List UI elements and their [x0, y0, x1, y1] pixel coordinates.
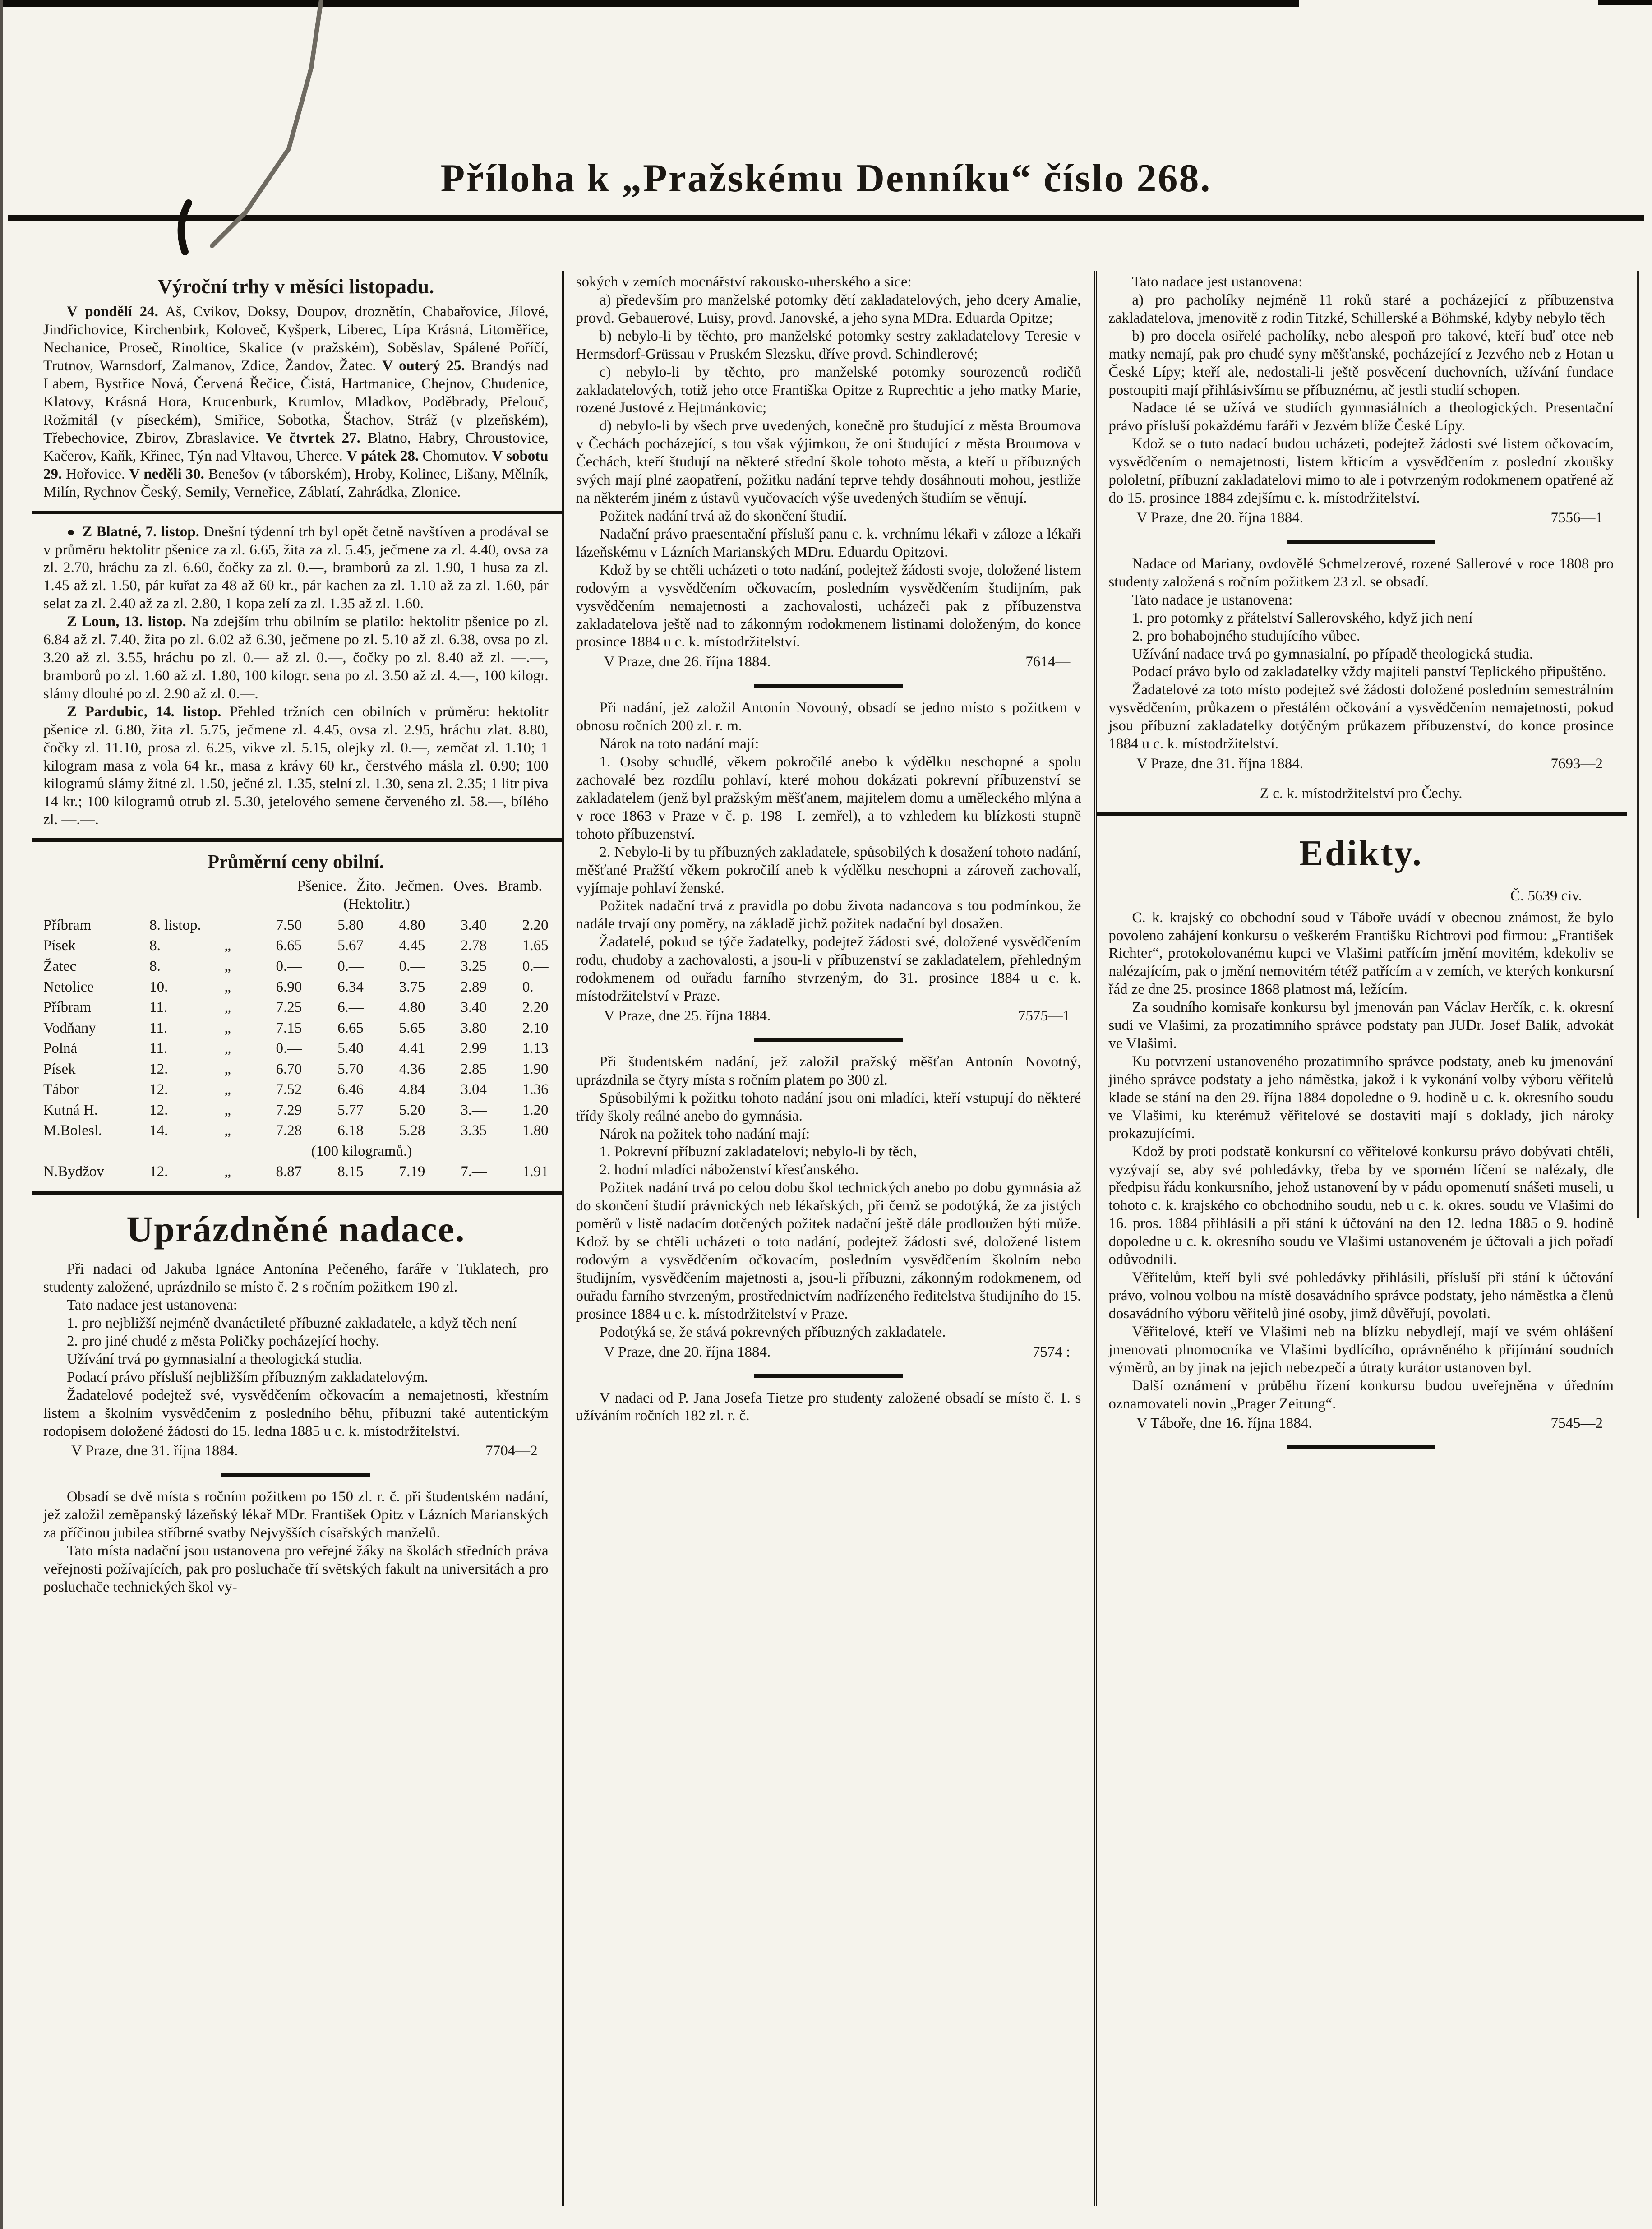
table-cell: 3.25 — [461, 958, 487, 974]
section-divider — [754, 1374, 903, 1378]
table-cell: 2.10 — [522, 1020, 549, 1036]
paragraph: Žadatelové za toto místo podejtež své žádosti doložené posledním semestrálním vysvědčením, průkazem o přestálém očkování a vysvědčením nemajetnosti, pokud jsou příbuzní zakladatelky dotýčným průkazem příbuzenství, do konce prosince 1884 u c. k. místodržitelství. — [1108, 682, 1614, 752]
table-cell: 8.87 — [276, 1163, 302, 1180]
table-cell: 5.80 — [337, 917, 364, 933]
table-cell: 8. — [149, 937, 161, 954]
table-cell: Netolice — [43, 978, 94, 995]
paragraph: Ku potvrzení ustanoveného prozatimního správce podstaty, aneb ku jmenování jiného správce podstaty a jeho náměstka, jakož i k vykonání volby výboru věřitelů klade se stání na den 29. října 1884 dopoledne o 9. hodině u c. k. okresního soudu ve Vlašimi, ku kterémuž věřitelové se dostaviti mají s doklady, jich nároky prokazujícími. — [1108, 1053, 1614, 1142]
signoff-place: V Praze, dne 31. října 1884. — [1136, 756, 1303, 772]
table-cell: 8. — [149, 958, 161, 974]
table-cell: 1.65 — [522, 937, 549, 954]
masthead-rule — [8, 215, 1644, 221]
signoff — [576, 651, 1081, 672]
scan-edge-top-bar — [0, 0, 1299, 7]
table-cell: „ — [224, 1102, 231, 1118]
section-divider — [221, 1473, 370, 1477]
table-cell: 12. — [149, 1081, 168, 1098]
paragraph: Podací právo přísluší nejbližším příbuzným zakladatelovým. — [67, 1369, 428, 1385]
paragraph: Žadatelové podejtež své, vysvědčením očkovacím a nemajetnosti, křestním listem a školním vysvědčením z posledního běhu, příbuzní také autentickým rodopisem doložené žádosti do 15. ledna 1885 u c. k. místodržitelství. — [43, 1387, 549, 1440]
report-pardubice: Z Pardubic, 14. listop. Přehled tržních cen obilních v průměru: hektolitr pšenice zl. 6.80, žita zl. 5.75, ječmene zl. 4.45, ovsa zl. 2.95, hráchu zlat. 8.80, čočky zl. 11.10, prosa zl. 6.25, vikve zl. 5.15, olejky zl. 0.—, zemčat zl. 1.10; 1 kilogram masa z vola 64 kr., masa z krávy 60 kr., čerstvého másla zl. 0.90; 100 kilogramů slámy žitné zl. 1.50, ječné zl. 1.35, stelní zl. 1.30, sena zl. 2.35; 1 litr piva 14 kr.; 100 kilogramů otrub zl. 5.30, jetelového semene červeného zl. 58.—, bílého zl. —.—. — [43, 703, 549, 828]
table-cell: „ — [224, 1040, 231, 1057]
table-cell: 5.20 — [399, 1102, 425, 1118]
table-cell: 6.70 — [276, 1061, 302, 1077]
signoff-place: V Praze, dne 31. října 1884. — [71, 1443, 238, 1459]
edikty-section-heading: Edikty. — [1299, 833, 1423, 873]
table-cell: 7.28 — [276, 1122, 302, 1139]
paragraph: Při nadání, jež založil Antonín Novotný, obsadí se jedno místo s požitkem v obnosu ročních 200 zl. r. m. — [576, 700, 1081, 734]
table-cell: 0.— — [276, 1040, 302, 1057]
markets-paragraph: V pondělí 24. Aš, Cvikov, Doksy, Doupov, droznětín, Chabařovice, Jílové, Jindřichovice, Kirchenbirk, Koloveč, Kyšperk, Liberec, Lípa Krásná, Litoměřice, Nechanice, Proseč, Rinoltice, Skalice (v pražském), Soběslav, Spálené Poříčí, Trutnov, Warnsdorf, Zalmanov, Zdice, Žandov, Žatec. V outerý 25. Brandýs nad Labem, Bystřice Nová, Červená Řečice, Čistá, Hartmanice, Chejnov, Chudenice, Klatovy, Krásná Hora, Krucenburk, Krumlov, Mladkov, Poděbrady, Přelouč, Rožmitál (v píseckém), Smiřice, Sobotka, Štachov, Stráž (v plzeňském), Třebechovice, Zbirov, Zbraslavice. Ve čtvrtek 27. Blatno, Habry, Chroustovice, Kačerov, Kaňk, Křinec, Týn nad Vltavou, Uherce. V pátek 28. Chomutov. V sobotu 29. Hořovice. V neděli 30. Benešov (v táborském), Hroby, Kolinec, Lišany, Mělník, Milín, Rychnov Český, Semily, Verneřice, Záblatí, Zahrádka, Zlonice. — [43, 304, 549, 500]
paragraph: Kdož by proti podstatě konkursní co věřitelové konkursu právo dobývati chtěli, vyzývají se, aby své pohledávky, třeba by ve sporném líčení se nalézaly, dle předpisu řádu konkursního, jehož ustanovení by v pádu opomenutí snášeti museli, u tohoto c. k. krajského co obchodního soudu, neb u c. k. okres. soudu ve Vlašimi do 16. pros. 1884 přihlásili a při stání k účtování na den 12. ledna 1885 o 9. hodině dopoledne u c. k. okresního soudu ve Vlašimi ustanoveném je účtovali a jich pořadí odůvodnili. — [1108, 1143, 1614, 1268]
table-cell: 0.— — [522, 978, 549, 995]
article-rule — [32, 838, 562, 842]
signoff-place: V Praze, dne 20. října 1884. — [604, 1343, 771, 1360]
table-cell: 1.90 — [522, 1061, 549, 1077]
paragraph: Požitek nadační trvá z pravidla po dobu života nadancova s tou podmínkou, že nadále trvají ony poměry, na základě jichž požitek nadační byl dosažen. — [576, 898, 1081, 932]
article-rule — [32, 511, 562, 514]
table-cell: 3.80 — [461, 1020, 487, 1036]
signoff-place: V Praze, dne 26. října 1884. — [604, 654, 771, 670]
paragraph: V nadaci od P. Jana Josefa Tietze pro studenty založené obsadí se místo č. 1. s užíváním ročních 182 zl. r. č. — [576, 1389, 1081, 1424]
table-cell: 3.40 — [461, 917, 487, 933]
paragraph: Věřitelové, kteří ve Vlašimi neb na blízku nebydlejí, mají ve svém ohlášení jmenovati plnomocníka ve Vlašimi bydlícího, oprávněného k přijímání soudních výměrů, an by jinak na jejich nebezpečí a útraty kurátor ustanoven byl. — [1108, 1323, 1614, 1376]
table-cell: 8.15 — [337, 1163, 364, 1180]
section-divider — [754, 684, 903, 688]
table-cell: 7.50 — [276, 917, 302, 933]
table-row — [43, 1038, 549, 1059]
table-cell: Tábor — [43, 1081, 79, 1098]
table-cell: 5.67 — [337, 937, 364, 954]
paragraph: 1. Osoby schudlé, věkem pokročilé anebo k výdělku neschopné a spolu zachovalé bez rozdílu pohlaví, které mohou dokázati pokrevní příbuzenství se zakladatelem (jenž byl pražským měšťanem, majitelem domu a uměleckého mlýna a v roce 1863 v Praze v č. p. 198—I. zemřel), a to vzhledem ku blízkosti stupně tohoto příbuzenství. — [576, 754, 1081, 842]
paragraph: C. k. krajský co obchodní soud v Táboře uvádí v obecnou známost, že bylo povoleno zahájení konkursu o veškerém Františku Richtrovi pod firmou: „František Richter“, protokolovanému kupci ve Vlašimi patřícím jmění movitém, kdekoliv se nalézajícím, pak o jmění nemovitém tétéž patřícím a v zemích, ve kterých konkursní řád ze dne 25. prosince 1868 platnost má, ležícím. — [1108, 909, 1614, 998]
ink-blot-icon: ● — [67, 524, 78, 540]
markets-heading: Výroční trhy v měsíci listopadu. — [157, 275, 434, 298]
paragraph: c) nebylo-li by těchto, pro manželské potomky sourozenců rodičů zakladatelových, totiž jeho otce Františka Opitze z Ruprechtic a jeho matky Marie, rozené Justové z Hejtmánkovic; — [576, 364, 1081, 416]
table-cell: M.Bolesl. — [43, 1122, 102, 1139]
table-cell: 11. — [149, 1040, 168, 1057]
table-cell: 6.— — [337, 999, 364, 1016]
table-cell: „ — [224, 958, 231, 974]
table-row — [43, 1080, 549, 1100]
paragraph: Tato místa nadační jsou ustanovena pro veřejné žáky na školách středních práva veřejnosti požívajících, pak pro posluchače tří světských fakult na universitách a pro posluchače technických škol vy- — [43, 1543, 549, 1595]
table-cell: 0.— — [337, 958, 364, 974]
column-layout — [32, 271, 1627, 2206]
paragraph: 2. pro jiné chudé z města Poličky pocházející hochy. — [67, 1333, 379, 1349]
table-cell: 3.04 — [461, 1081, 487, 1098]
table-cell: 5.70 — [337, 1061, 364, 1077]
table-cell: „ — [224, 1122, 231, 1139]
table-cell: 0.— — [522, 958, 549, 974]
table-cell: 3.40 — [461, 999, 487, 1016]
signoff — [43, 1440, 549, 1461]
table-cell — [215, 915, 240, 936]
column-right — [1094, 271, 1627, 2206]
signoff-place: V Táboře, dne 16. října 1884. — [1136, 1415, 1312, 1432]
table-cell: Kutná H. — [43, 1102, 98, 1118]
article-rule — [1097, 812, 1627, 816]
signoff-place: V Praze, dne 25. října 1884. — [604, 1007, 771, 1024]
table-cell: 5.40 — [337, 1040, 364, 1057]
table-cell: Příbram — [43, 999, 92, 1016]
table-cell: 7.52 — [276, 1081, 302, 1098]
signoff-ref: 7574 : — [1032, 1343, 1071, 1360]
table-cell: 4.84 — [399, 1081, 425, 1098]
table-cell: 2.78 — [461, 937, 487, 954]
table-cell: 14. — [149, 1122, 168, 1139]
table-row — [43, 1100, 549, 1121]
table-cell: 2.85 — [461, 1061, 487, 1077]
paragraph: Nadace od Mariany, ovdovělé Schmelzerové, rozené Sallerové v roce 1808 pro studenty založená s ročním požitkem 23 zl. se obsadí. — [1108, 555, 1614, 590]
table-cell: „ — [224, 937, 231, 954]
signoff-place: V Praze, dne 20. října 1884. — [1136, 509, 1303, 526]
table-cell: „ — [224, 1020, 231, 1036]
paragraph: 1. pro potomky z přátelství Sallerovského, když jich není — [1132, 609, 1473, 626]
paragraph: 2. Nebylo-li by tu příbuzných zakladatele, spůsobilých k dosažení tohoto nadání, měšťané Pražští věkem pokročilí aneb k výdělku neschopni a zároveň zachovalí, vyjímaje pohlaví ženské. — [576, 844, 1081, 896]
table-cell: 1.13 — [522, 1040, 549, 1057]
paragraph: b) pro docela osiřelé pacholíky, nebo alespoň pro takové, kteří buď otce neb matky nemají, pak pro chudé syny měšťanské, pocházející z Jezvého neb z Hotan u České Lípy; kteří ale, nedostali-li ještě posvěcení duchovních, užívání fundace postoupiti mají přihlásivšímu se příbuznému, ač jestli studií schopen. — [1108, 328, 1614, 398]
signoff-ref: 7556—1 — [1550, 509, 1603, 526]
table-row — [43, 1162, 549, 1182]
paragraph: Požitek nadání trvá po celou dobu škol technických anebo po dobu gymnásia až do skončení študií právnických neb lékařských, při čemž se podotýká, že za jistých poměrů v listě nadacím dotčených požitek nadační ještě dále prodloužen býti může. Kdož by se chtěli ucházeti o toto nadání, podejtež žádosti své, doložené listem rodovým a vysvědčením očkovacím, posledním vysvědčením školním nebo študijním, vysvědčením majetnosti a, jsou-li příbuzni, zákonným rodokmenem, od ouřadu farního stvrzeným, prostřednictvím nadřízeného ředitelstva študijního do 15. prosince 1884 u c. k. místodržitelství v Praze. — [576, 1180, 1081, 1322]
table-cell: 12. — [149, 1163, 168, 1180]
signoff — [1108, 508, 1614, 528]
signoff — [1108, 753, 1614, 774]
article-rule — [32, 1191, 562, 1195]
nadace-section-heading: Uprázdněné nadace. — [126, 1209, 466, 1250]
report-blatna: ● Z Blatné, 7. listop. Dnešní týdenní trh byl opět četně navštíven a prodával se v průměru hektolitr pšenice za zl. 6.65, žita za zl. 5.45, ječmene za zl. 4.40, ovsa za zl. 2.70, hráchu za zl. 6.60, čočky za zl. 0.—, bramborů za zl. 1.90, 1 husa za zl. 1.45 až zl. 1.50, pár kuřat za 48 až 60 kr., pár kachen za zl. 1.10 až za zl. 1.60, pár selat za zl. 2.40 až za zl. 2.80, 1 kopa zelí za zl. 1.35 až zl. 1.60. — [43, 523, 549, 612]
report-louny: Z Loun, 13. listop. Na zdejším trhu obilním se platilo: hektolitr pšenice po zl. 6.84 až zl. 7.40, žita po zl. 6.02 až 6.30, ječmene po zl. 5.10 až zl. 6.38, ovsa po zl. 3.20 až zl. 3.55, hráchu po zl. 0.— až zl. 0.—, čočky po zl. 8.40 až zl. —.—, bramborů po zl. 1.60 až zl. 1.80, 100 kilogr. sena po zl. 3.50 až zl. 4.—, 100 kilogr. slámy dlouhé po zl. 2.90 až zl. 0.—. — [43, 614, 549, 702]
paragraph: Nadace té se užívá ve studiích gymnasiálních a theologických. Presentační právo přísluší pokaždému faráři v Jezvém blíže České Lípy. — [1108, 400, 1614, 434]
paragraph: 1. pro nejbližší nejméně dvanáctileté příbuzné zakladatele, a když těch není — [67, 1315, 517, 1331]
paragraph: Při nadaci od Jakuba Ignáce Antonína Pečeného, faráře v Tuklatech, pro studenty založené, uprázdnilo se místo č. 2 s ročním požitkem 190 zl. — [43, 1261, 549, 1296]
table-cell: 11. — [149, 999, 168, 1016]
table-cell: 4.45 — [399, 937, 425, 954]
table-row — [43, 997, 549, 1018]
table-cell: Příbram — [43, 917, 92, 933]
paragraph: Požitek nadání trvá až do skončení študií. — [599, 508, 847, 524]
table-cell: N.Bydžov — [43, 1163, 104, 1180]
table-cell: 4.36 — [399, 1061, 425, 1077]
paragraph: Užívání trvá po gymnasialní a theologická studia. — [67, 1351, 363, 1367]
table-cell: 8. listop. — [149, 917, 201, 933]
table-cell: 6.65 — [276, 937, 302, 954]
table-cell: 1.36 — [522, 1081, 549, 1098]
paragraph: b) nebylo-li by těchto, pro manželské potomky sestry zakladatelovy Teresie v Hermsdorf-Grüssau v Pruském Slezsku, dříve provd. Schindlerové; — [576, 328, 1081, 362]
page-title: Příloha k „Pražskému Denníku“ číslo 268. — [440, 157, 1212, 200]
table-cell: 5.28 — [399, 1122, 425, 1139]
paragraph: d) nebylo-li by všech prve uvedených, konečně pro študující z města Broumova v Čechách pocházející, s tou však výjimkou, že oni študující z města Broumova v Čechách, kteří študují na některé střední škole tohoto města, a kteří u příbuzných svých mají plné zaopatření, požitku nadání teprve tehdy dosáhnouti mohou, jestliže na některém jiném z ústavů vyučovacích výše uvedených študiím se věnují. — [576, 418, 1081, 507]
table-cell: 7.25 — [276, 999, 302, 1016]
section-divider — [1287, 540, 1435, 544]
table-cell: 7.— — [461, 1163, 487, 1180]
table-cell: 0.— — [399, 958, 425, 974]
table-cell: „ — [224, 1081, 231, 1098]
table-row — [43, 915, 549, 936]
paragraph: Žadatelé, pokud se týče žadatelky, podejtež žádosti své, doložené vysvědčením rodu, chudoby a zachovalosti, a jsou-li v příbuzenství se zakladatelem, přehledným rodokmenem od ouřadu farního stvrzeným, do 31. prosince 1884 u c. k. místodržitelství v Praze. — [576, 934, 1081, 1005]
table-cell: 1.80 — [522, 1122, 549, 1139]
table-cell: 7.19 — [399, 1163, 425, 1180]
table-cell: 7.29 — [276, 1102, 302, 1118]
table-cell: „ — [224, 1061, 231, 1077]
signoff — [1108, 1413, 1614, 1434]
paragraph: 2. pro bohabojného studujícího vůbec. — [1132, 628, 1361, 644]
table-cell: 4.41 — [399, 1040, 425, 1057]
table-cell: 2.99 — [461, 1040, 487, 1057]
signoff-ref: 7575—1 — [1018, 1007, 1071, 1024]
paragraph: Při študentském nadání, jež založil pražský měšťan Antonín Novotný, uprázdnila se čtyry místa s ročním platem po 300 zl. — [576, 1053, 1081, 1088]
table-row — [43, 956, 549, 977]
paragraph: 1. Pokrevní příbuzní zakladatelovi; nebylo-li by těch, — [599, 1144, 917, 1160]
table-cell: Žatec — [43, 958, 77, 974]
case-number: Č. 5639 civ. — [1510, 887, 1583, 904]
table-cell: „ — [224, 978, 231, 995]
table-cell: 6.46 — [337, 1081, 364, 1098]
table-cell: 11. — [149, 1020, 168, 1036]
paragraph: a) především pro manželské potomky dětí zakladatelových, jeho dcery Amalie, provd. Gebauerové, Luisy, provd. Janovské, a jeho syna MDra. Eduarda Opitze; — [576, 291, 1081, 326]
table-column-headers: Pšenice. Žito. Ječmen. Oves. Bramb. — [297, 878, 542, 895]
table-cell: Písek — [43, 937, 76, 954]
table-cell: 2.20 — [522, 999, 549, 1016]
table-cell: 2.89 — [461, 978, 487, 995]
table-cell: 3.— — [461, 1102, 487, 1118]
paragraph: Podací právo bylo od zakladatelky vždy majiteli panství Teplického připuštěno. — [1132, 664, 1606, 680]
table-cell: 5.65 — [399, 1020, 425, 1036]
signoff-ref: 7704—2 — [485, 1443, 538, 1459]
table-row — [43, 936, 549, 956]
table-cell: 3.35 — [461, 1122, 487, 1139]
table-cell: 6.18 — [337, 1122, 364, 1139]
table-cell: 6.34 — [337, 978, 364, 995]
table-cell: 7.15 — [276, 1020, 302, 1036]
table-cell: 3.75 — [399, 978, 425, 995]
table-row — [43, 1018, 549, 1039]
signoff — [576, 1342, 1081, 1362]
signoff — [576, 1006, 1081, 1026]
table-cell: 12. — [149, 1102, 168, 1118]
table-row — [43, 977, 549, 998]
table-cell: 10. — [149, 978, 168, 995]
paragraph: Nárok na požitek toho nadání mají: — [599, 1126, 810, 1142]
paragraph: Věřitelům, kteří byli své pohledávky přihlásili, přísluší při stání k účtování právo, volnou volbou na místě dosavádního správce podstaty, jeho náměstka a členů dosavádního výboru věřitelů jiné osoby, jimž důvěřují, povolati. — [1108, 1269, 1614, 1322]
paragraph: Nadační právo praesentační přísluší panu c. k. vrchnímu lékaři v záloze a lékaři lázeňskému v Lázních Marianských MDru. Eduardu Opitzovi. — [576, 526, 1081, 560]
column-middle — [562, 271, 1095, 2206]
paragraph: sokých v zemích mocnářství rakousko-uherského a sice: — [576, 274, 912, 290]
paragraph: Tato nadace jest ustanovena: — [67, 1297, 237, 1314]
paragraph: Spůsobilými k požitku tohoto nadání jsou oni mladíci, kteří vstupují do některé třídy školy reálné anebo do gymnásia. — [576, 1089, 1081, 1124]
paragraph: Obsadí se dvě místa s ročním požitkem po 150 zl. r. č. při študentském nadání, jež založil zeměpanský lázeňský lékař MDr. František Opitz v Lázních Marianských za příčinou jubilea stříbrné svatby Nejvyšších císařských manželů. — [43, 1489, 549, 1541]
paragraph: Tato nadace jest ustanovena: — [1132, 274, 1303, 290]
scan-edge-top-right — [1598, 0, 1652, 5]
scan-edge-left — [0, 0, 3, 2229]
paragraph: Za soudního komisaře konkursu byl jmenován pan Václav Herčík, c. k. okresní sudí ve Vlašimi, za prozatimního správce podstaty pan JUDr. Josef Balík, advokát ve Vlašimi. — [1108, 999, 1614, 1052]
table-row — [43, 1141, 549, 1162]
table-row — [43, 1121, 549, 1141]
table-title: Průměrní ceny obilní. — [208, 852, 384, 873]
paragraph: Nárok na toto nadání mají: — [599, 736, 759, 752]
table-cell: 2.20 — [522, 917, 549, 933]
table-cell: 1.20 — [522, 1102, 549, 1118]
paragraph: Užívání nadace trvá po gymnasialní, po případě theologická studia. — [1132, 646, 1533, 662]
signoff-ref: 7614— — [1025, 654, 1071, 670]
table-note: (100 kilogramů.) — [311, 1143, 412, 1159]
table-cell: 6.90 — [276, 978, 302, 995]
table-cell: 6.65 — [337, 1020, 364, 1036]
table-cell: Polná — [43, 1040, 78, 1057]
grain-price-table — [43, 851, 549, 1182]
paragraph: 2. hodní mladíci náboženství křesťanského. — [599, 1162, 859, 1178]
table-cell: „ — [224, 1163, 231, 1180]
paragraph: a) pro pacholíky nejméně 11 roků staré a pocházející z příbuzenstva zakladatelova, jmenovitě z rodin Titzké, Schillerské a Böhmské, kdyby nebylo těch — [1108, 291, 1614, 326]
table-row — [43, 1059, 549, 1080]
table-cell: 1.91 — [522, 1163, 549, 1180]
table-cell: 4.80 — [399, 999, 425, 1016]
table-cell: Písek — [43, 1061, 76, 1077]
table-cell: 12. — [149, 1061, 168, 1077]
section-divider — [1287, 1445, 1435, 1449]
grain-price-rows — [43, 915, 549, 1182]
table-cell: Vodňany — [43, 1020, 96, 1036]
paragraph: Podotýká se, že stává pokrevných příbuzných zakladatele. — [599, 1324, 946, 1340]
scan-edge-right-line — [1637, 271, 1639, 1218]
paragraph: Kdož by se chtěli ucházeti o toto nadání, podejtež žádosti svoje, doložené listem rodovým a vysvědčením očkovacím, posledním vysvědčením študijním, pak vysvědčením nemajetnosti a zachovalosti, ucházeči pak z příbuzenstva zakladatelova ještě nad to zákonným rodokmenem listinami doloženým, do konce prosince 1884 u c. k. místodržitelství. — [576, 562, 1081, 651]
paragraph: Tato nadace je ustanovena: — [1132, 591, 1293, 608]
table-cell: „ — [224, 999, 231, 1016]
signoff-ref: 7693—2 — [1550, 756, 1603, 772]
issuing-authority-line: Z c. k. místodržitelství pro Čechy. — [1260, 785, 1463, 802]
table-cell: 4.80 — [399, 917, 425, 933]
masthead — [0, 0, 1652, 201]
paragraph: Další oznámení v průběhu řízení konkursu budou uveřejněna v úředním oznamovateli novin „Prager Zeitung“. — [1108, 1377, 1614, 1412]
table-cell: 0.— — [276, 958, 302, 974]
column-left — [32, 271, 562, 2206]
table-unit-note: (Hektolitr.) — [343, 895, 410, 912]
paragraph: Kdož se o tuto nadací budou ucházeti, podejtež žádosti své listem očkovacím, vysvědčením o nemajetnosti, listem křticím a vysvědčením z poslední zkoušky pololetní, příbuzní zakladatelovi mimo to ale i potvrzeným rodokmenem opatřené až do 15. prosince 1884 zdejšímu c. k. místodržitelství. — [1108, 436, 1614, 507]
section-divider — [754, 1038, 903, 1042]
signoff-ref: 7545—2 — [1550, 1415, 1603, 1432]
table-cell: 5.77 — [337, 1102, 364, 1118]
